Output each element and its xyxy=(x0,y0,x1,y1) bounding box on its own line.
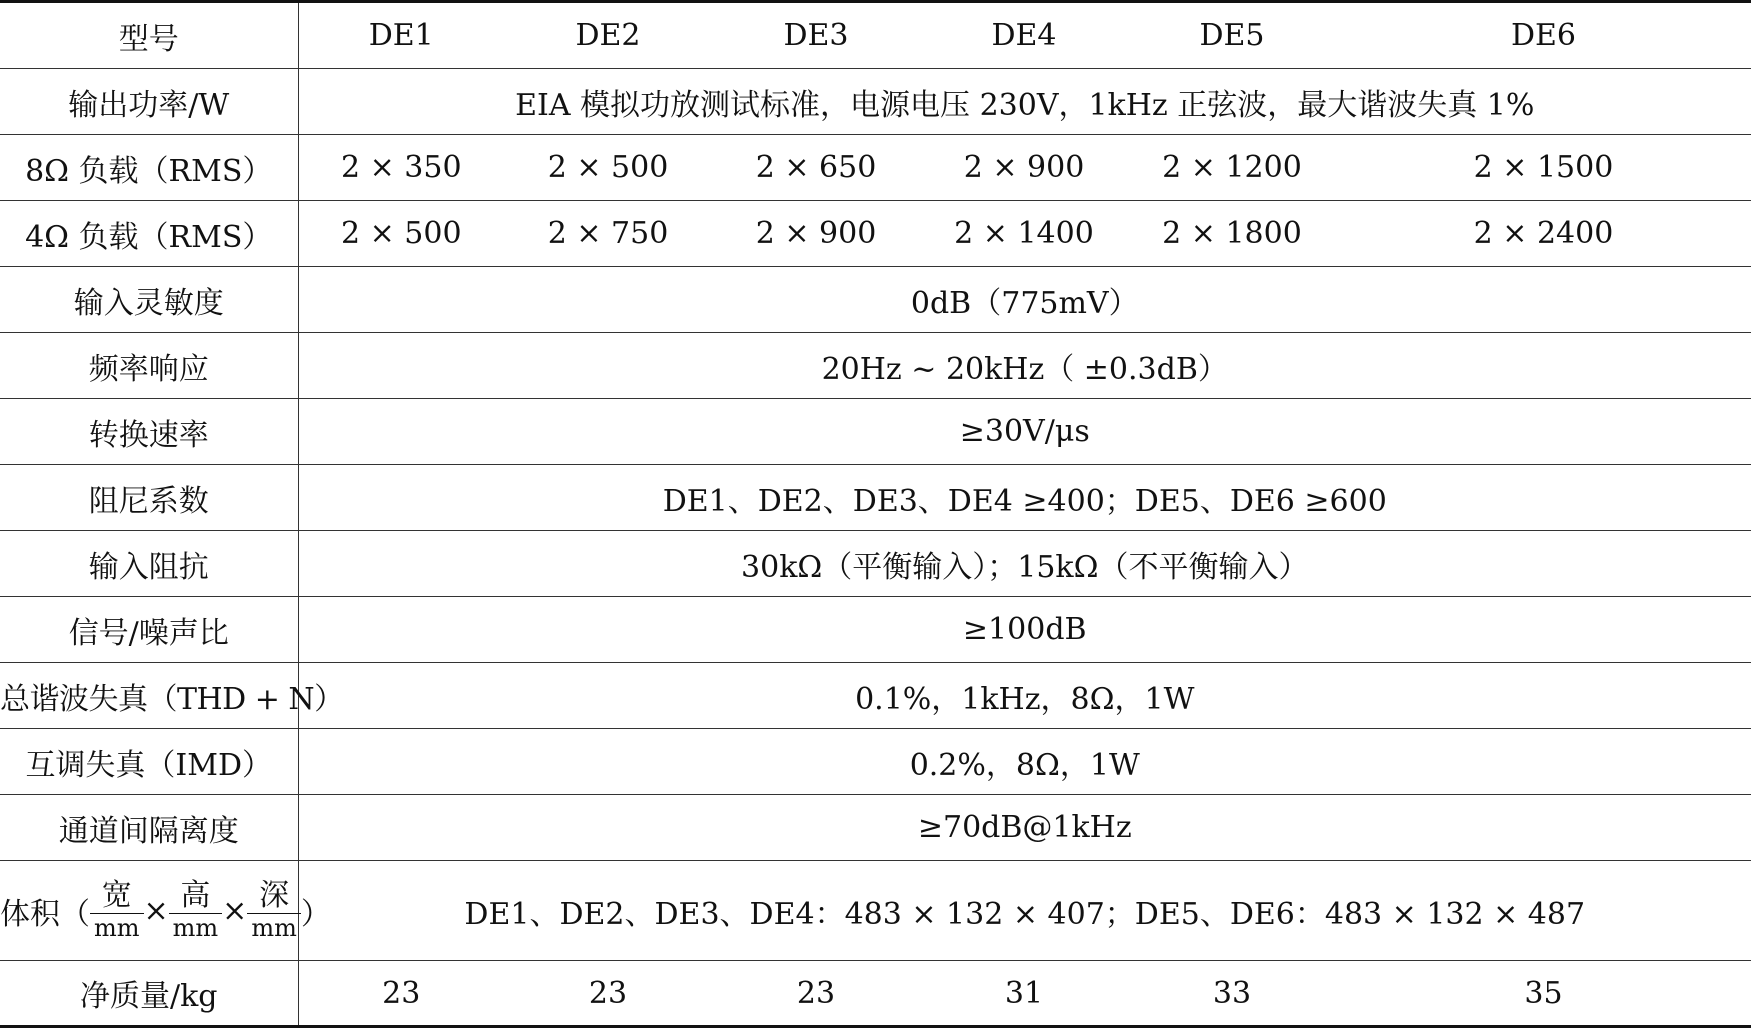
net-mass-de5: 33 xyxy=(1128,961,1336,1027)
imd-label: 互调失真（IMD） xyxy=(0,729,298,795)
load-8ohm-de1: 2 × 350 xyxy=(298,135,504,201)
volume-times-1: × xyxy=(143,893,169,928)
row-snr xyxy=(0,597,1751,663)
volume-height-unit: mm xyxy=(172,914,219,943)
frequency-response-value: 20Hz ~ 20kHz（ ±0.3dB） xyxy=(298,333,1751,399)
output-power-label: 输出功率/W xyxy=(0,69,298,135)
row-input-impedance xyxy=(0,531,1751,597)
crosstalk-label: 通道间隔离度 xyxy=(0,795,298,861)
volume-width-unit: mm xyxy=(94,914,140,943)
thd-label: 总谐波失真（THD + N） xyxy=(0,663,298,729)
volume-label-prefix: 体积（ xyxy=(0,896,90,932)
row-load-4ohm xyxy=(0,201,1751,267)
load-4ohm-de4: 2 × 1400 xyxy=(920,201,1128,267)
load-4ohm-de1: 2 × 500 xyxy=(298,201,504,267)
row-slew-rate xyxy=(0,399,1751,465)
load-4ohm-de6: 2 × 2400 xyxy=(1336,201,1751,267)
slew-rate-value: ≥30V/μs xyxy=(298,399,1751,465)
load-4ohm-de2: 2 × 750 xyxy=(504,201,712,267)
output-power-value: EIA 模拟功放测试标准，电源电压 230V，1kHz 正弦波，最大谐波失真 1% xyxy=(298,69,1751,135)
volume-depth-unit: mm xyxy=(251,914,297,943)
load-4ohm-de5: 2 × 1800 xyxy=(1128,201,1336,267)
row-thd xyxy=(0,663,1751,729)
row-net-mass xyxy=(0,961,1751,1027)
header-model-de1: DE1 xyxy=(298,2,504,69)
volume-height-fraction xyxy=(169,877,223,943)
volume-width-label: 宽 xyxy=(90,880,144,915)
header-model-de4: DE4 xyxy=(920,2,1128,69)
input-sensitivity-label: 输入灵敏度 xyxy=(0,267,298,333)
load-4ohm-de3: 2 × 900 xyxy=(712,201,920,267)
row-input-sensitivity xyxy=(0,267,1751,333)
load-8ohm-de2: 2 × 500 xyxy=(504,135,712,201)
net-mass-de2: 23 xyxy=(504,961,712,1027)
net-mass-de3: 23 xyxy=(712,961,920,1027)
volume-height-label: 高 xyxy=(169,880,223,915)
net-mass-label: 净质量/kg xyxy=(0,961,298,1027)
row-volume xyxy=(0,861,1751,961)
input-impedance-value: 30kΩ（平衡输入）；15kΩ（不平衡输入） xyxy=(298,531,1751,597)
row-frequency-response xyxy=(0,333,1751,399)
load-4ohm-label: 4Ω 负载（RMS） xyxy=(0,201,298,267)
volume-label xyxy=(0,861,331,961)
header-model-de6: DE6 xyxy=(1336,2,1751,69)
snr-label: 信号/噪声比 xyxy=(0,597,298,663)
damping-factor-label: 阻尼系数 xyxy=(0,465,298,531)
load-8ohm-label: 8Ω 负载（RMS） xyxy=(0,135,298,201)
load-8ohm-de5: 2 × 1200 xyxy=(1128,135,1336,201)
net-mass-de1: 23 xyxy=(298,961,504,1027)
header-model-de3: DE3 xyxy=(712,2,920,69)
row-load-8ohm xyxy=(0,135,1751,201)
net-mass-de6: 35 xyxy=(1336,961,1751,1027)
thd-value: 0.1%，1kHz，8Ω，1W xyxy=(298,663,1751,729)
damping-factor-value: DE1、DE2、DE3、DE4 ≥400；DE5、DE6 ≥600 xyxy=(298,465,1751,531)
volume-times-2: × xyxy=(222,893,248,928)
input-impedance-label: 输入阻抗 xyxy=(0,531,298,597)
row-output-power xyxy=(0,69,1751,135)
input-sensitivity-value: 0dB（775mV） xyxy=(298,267,1751,333)
volume-depth-fraction xyxy=(247,877,301,943)
volume-label-suffix: ） xyxy=(300,896,331,932)
load-8ohm-de6: 2 × 1500 xyxy=(1336,135,1751,201)
row-damping-factor xyxy=(0,465,1751,531)
volume-width-fraction xyxy=(90,877,144,943)
volume-value: DE1、DE2、DE3、DE4：483 × 132 × 407；DE5、DE6：483 × 132 × 487 xyxy=(298,861,1751,961)
crosstalk-value: ≥70dB@1kHz xyxy=(298,795,1751,861)
snr-value: ≥100dB xyxy=(298,597,1751,663)
volume-depth-label: 深 xyxy=(247,880,301,915)
row-imd xyxy=(0,729,1751,795)
row-crosstalk xyxy=(0,795,1751,861)
header-row xyxy=(0,2,1751,69)
header-model-label: 型号 xyxy=(0,2,298,69)
net-mass-de4: 31 xyxy=(920,961,1128,1027)
load-8ohm-de4: 2 × 900 xyxy=(920,135,1128,201)
slew-rate-label: 转换速率 xyxy=(0,399,298,465)
header-model-de2: DE2 xyxy=(504,2,712,69)
imd-value: 0.2%，8Ω，1W xyxy=(298,729,1751,795)
load-8ohm-de3: 2 × 650 xyxy=(712,135,920,201)
header-model-de5: DE5 xyxy=(1128,2,1336,69)
frequency-response-label: 频率响应 xyxy=(0,333,298,399)
